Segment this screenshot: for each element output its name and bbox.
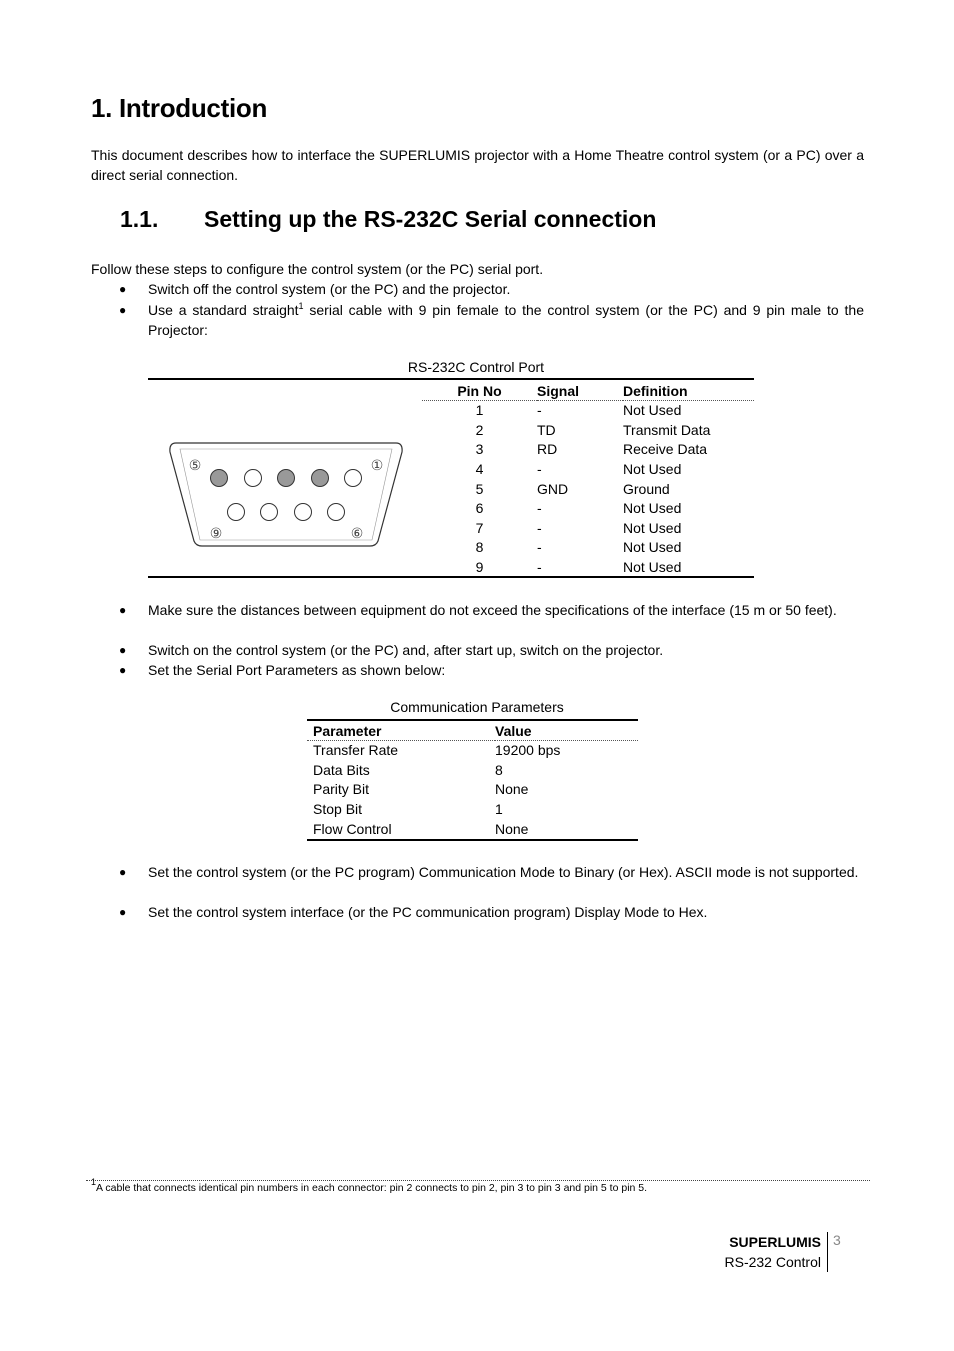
comm-table [307,721,638,839]
pin-hole-9 [228,504,245,521]
table-header-row [422,381,754,401]
footer-divider [827,1232,828,1272]
pin-hole-6 [328,504,345,521]
bullet-dot: ● [119,905,127,919]
table-row [307,780,638,800]
pin-cell: 2 [475,421,484,438]
definition-cell: Receive Data [623,441,708,458]
pin-cell: 5 [475,480,484,497]
value-cell: None [495,781,529,798]
pin-label-1: ① [370,458,384,474]
pin-hole-7 [295,504,312,521]
bullet-text: Set the control system interface (or the PC communication program) Display Mode to Hex. [148,904,708,920]
table-row [422,499,754,519]
table-row [307,819,638,839]
table-row [422,558,754,578]
pin-hole-3 [278,470,295,487]
column-header: Definition [623,381,754,401]
bullet-dot: ● [119,303,127,317]
definition-cell: Not Used [623,402,682,419]
parameter-cell: Transfer Rate [313,742,399,759]
value-cell: 19200 bps [495,742,561,759]
bullet-item [91,300,864,340]
intro-paragraph: This document describes how to interface the SUPERLUMIS projector with a Home Theatre control system (or a PC) over a direct serial connection. [91,147,864,183]
table-row [422,460,754,480]
table-top-rule [148,378,754,380]
parameter-cell: Data Bits [313,761,370,778]
section-heading [120,206,656,233]
parameter-cell: Stop Bit [313,801,363,818]
table-row [307,741,638,761]
pin-label-5: ⑤ [188,458,202,474]
value-cell: None [495,820,529,837]
pin-cell: 6 [475,500,484,517]
pin-cell: 3 [475,441,484,458]
pin-hole-8 [261,504,278,521]
value-cell: 1 [495,801,503,818]
section-number: 1.1. [120,206,159,232]
definition-cell: Not Used [623,461,682,478]
signal-cell: - [537,500,542,517]
parameter-cell: Parity Bit [313,781,370,798]
definition-cell: Not Used [623,539,682,556]
pin-cell: 4 [475,461,484,478]
table-row [422,421,754,441]
column-header: Signal [537,381,623,401]
pin-cell: 7 [475,519,484,536]
footnote [91,1177,648,1194]
page-number: 3 [833,1232,841,1248]
bullet-item [91,600,864,620]
bullet-dot: ● [119,663,127,677]
bullet-item [91,660,864,680]
definition-cell: Not Used [623,559,682,576]
page-footer [725,1232,822,1272]
page-heading: 1. Introduction [91,93,268,123]
pin-cell: 9 [475,559,484,576]
footnote-separator [86,1180,870,1181]
column-header: Pin No [422,381,537,401]
bullet-text [148,300,864,340]
bullet-item [91,902,864,922]
pin-cell: 8 [475,539,484,556]
pin-label-9: ⑨ [209,526,223,542]
bullet-text: Make sure the distances between equipment do not exceed the specifications of the interface (15 m or 50 feet). [148,602,837,618]
table-row [422,440,754,460]
bullet-dot: ● [119,603,127,617]
connector-shell [170,443,402,546]
signal-cell: TD [537,421,556,438]
pin-hole-5 [211,470,228,487]
bullet-text-after: serial cable with 9 pin female to the control system (or the PC) and 9 pin male to the Projector: [148,302,864,338]
bullet-text: Switch on the control system (or the PC) and, after start up, switch on the projector. [148,642,664,658]
definition-cell: Not Used [623,500,682,517]
section-title: Setting up the RS-232C Serial connection [204,206,657,232]
definition-cell: Transmit Data [623,421,711,438]
pin-hole-1 [345,470,362,487]
bullet-dot: ● [119,643,127,657]
table-row [422,538,754,558]
pin-hole-4 [245,470,262,487]
bullet-text: Set the Serial Port Parameters as shown below: [148,662,446,678]
signal-cell: - [537,539,542,556]
bullet-text-before: Use a standard straight [148,302,299,318]
rs232-table [422,381,754,577]
table-header-row [307,721,638,741]
table-row [422,401,754,421]
bullet-item [91,862,864,882]
signal-cell: RD [537,441,558,458]
signal-cell: - [537,519,542,536]
bullet-text: Set the control system (or the PC program) Communication Mode to Binary (or Hex). ASCII mode is not supported. [148,864,859,880]
comm-table-bottom-rule [307,839,638,841]
pin-label-6: ⑥ [350,526,364,542]
signal-cell: - [537,559,542,576]
table-row [307,761,638,781]
parameter-cell: Flow Control [313,820,392,837]
footer-doc-title: RS-232 Control [724,1254,821,1270]
footer-brand: SUPERLUMIS [729,1234,821,1250]
footnote-text: A cable that connects identical pin numbers in each connector: pin 2 connects to pin 2, pin 3 to pin 3 and pin 5 to pin 5. [96,1182,648,1194]
footnote-mark: 1 [91,1177,97,1187]
definition-cell: Ground [623,480,670,497]
signal-cell: - [537,402,542,419]
bullet-text: Switch off the control system (or the PC) and the projector. [148,281,511,297]
table-row [422,519,754,539]
comm-table-caption: Communication Parameters [390,699,564,715]
definition-cell: Not Used [623,519,682,536]
table-row [307,800,638,820]
footnote-ref: 1 [298,301,304,311]
value-cell: 8 [495,761,503,778]
table-row [422,479,754,499]
steps-intro: Follow these steps to configure the control system (or the PC) serial port. [91,261,544,277]
rs232-table-caption: RS-232C Control Port [407,359,545,375]
bullet-dot: ● [119,865,127,879]
pin-hole-2 [312,470,329,487]
signal-cell: - [537,461,542,478]
db9-connector-illustration [166,440,406,558]
column-header: Value [495,721,638,741]
signal-cell: GND [537,480,569,497]
column-header: Parameter [307,721,495,741]
bullet-item [91,279,864,299]
bullet-item [91,640,864,660]
pin-cell: 1 [475,402,484,419]
bullet-dot: ● [119,282,127,296]
